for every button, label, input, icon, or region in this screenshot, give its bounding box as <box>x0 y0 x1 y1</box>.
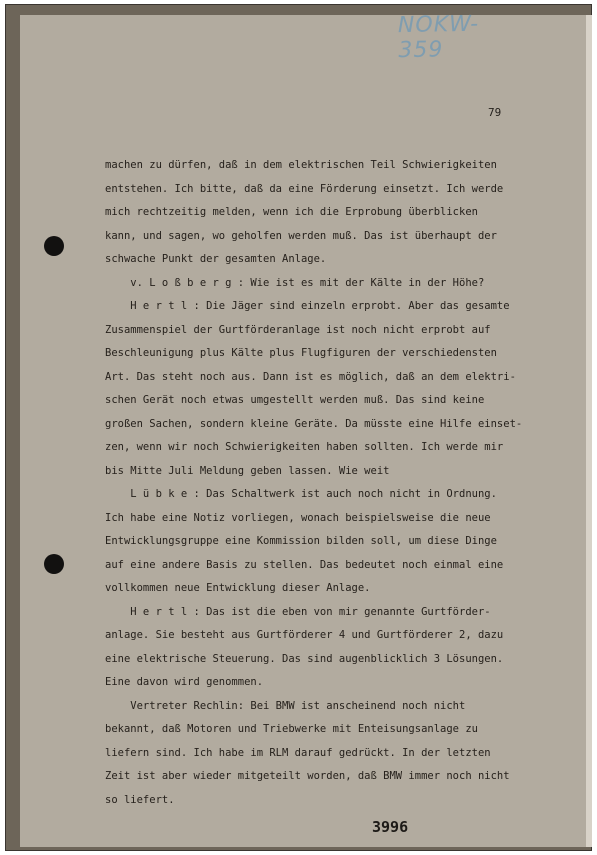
text-line: mich rechtzeitig melden, wenn ich die Erprobung überblicken <box>105 206 478 218</box>
text-line: anlage. Sie besteht aus Gurtförderer 4 und Gurtförderer 2, dazu <box>105 629 504 641</box>
text-line: H e r t l : Die Jäger sind einzeln erprobt. Aber das gesamte <box>105 300 510 312</box>
text-line: Vertreter Rechlin: Bei BMW ist anscheinend noch nicht <box>105 699 466 712</box>
text-line: Zusammenspiel der Gurtförderanlage ist noch nicht erprobt auf <box>105 323 491 336</box>
text-line: kann, und sagen, wo geholfen werden muß. Das ist überhaupt der <box>105 229 497 242</box>
text-line: auf eine andere Basis zu stellen. Das bedeutet noch einmal eine <box>105 558 504 571</box>
punch-hole-bottom <box>44 554 64 574</box>
text-line: bis Mitte Juli Meldung geben lassen. Wie weit <box>105 464 390 477</box>
text-line: H e r t l : Das ist die eben von mir genannte Gurtförder- <box>105 605 491 618</box>
punch-hole-top <box>44 236 64 256</box>
text-line: so liefert. <box>105 793 175 806</box>
text-line: großen Sachen, sondern kleine Geräte. Da müsste eine Hilfe einset- <box>105 417 523 430</box>
text-line: Entwicklungsgruppe eine Kommission bilden soll, um diese Dinge <box>105 535 497 547</box>
text-line: Eine davon wird genommen. <box>105 676 264 688</box>
text-line: liefern sind. Ich habe im RLM darauf gedrückt. In der letzten <box>105 746 491 759</box>
text-line: Beschleunigung plus Kälte plus Flugfiguren der verschiedensten <box>105 347 497 359</box>
text-line: eine elektrische Steuerung. Das sind augenblicklich 3 Lösungen. <box>105 652 504 665</box>
page-edge <box>586 15 592 847</box>
text-line: Zeit ist aber wieder mitgeteilt worden, daß BMW immer noch nicht <box>105 770 510 782</box>
archive-number: 3996 <box>372 818 409 836</box>
text-line: v. L o ß b e r g : Wie ist es mit der Kälte in der Höhe? <box>105 276 485 289</box>
text-line: L ü b k e : Das Schaltwerk ist auch noch nicht in Ordnung. <box>105 488 497 500</box>
text-line: schen Gerät noch etwas umgestellt werden muß. Das sind keine <box>105 394 485 406</box>
page-number: 79 <box>488 106 502 119</box>
text-line: machen zu dürfen, daß in dem elektrischen Teil Schwierigkeiten <box>105 159 497 171</box>
text-line: zen, wenn wir noch Schwierigkeiten haben sollten. Ich werde mir <box>105 441 504 453</box>
typewritten-text <box>105 154 575 812</box>
text-line: Art. Das steht noch aus. Dann ist es möglich, daß an dem elektri- <box>105 370 516 383</box>
text-line: Ich habe eine Notiz vorliegen, wonach beispielsweise die neue <box>105 511 491 524</box>
text-line: bekannt, daß Motoren und Triebwerke mit Enteisungsanlage zu <box>105 723 478 735</box>
text-line: vollkommen neue Entwicklung dieser Anlage. <box>105 582 371 594</box>
text-line: schwache Punkt der gesamten Anlage. <box>105 253 327 265</box>
document-stamp: NOKW-359 <box>397 11 480 64</box>
text-line: entstehen. Ich bitte, daß da eine Förderung einsetzt. Ich werde <box>105 182 504 195</box>
